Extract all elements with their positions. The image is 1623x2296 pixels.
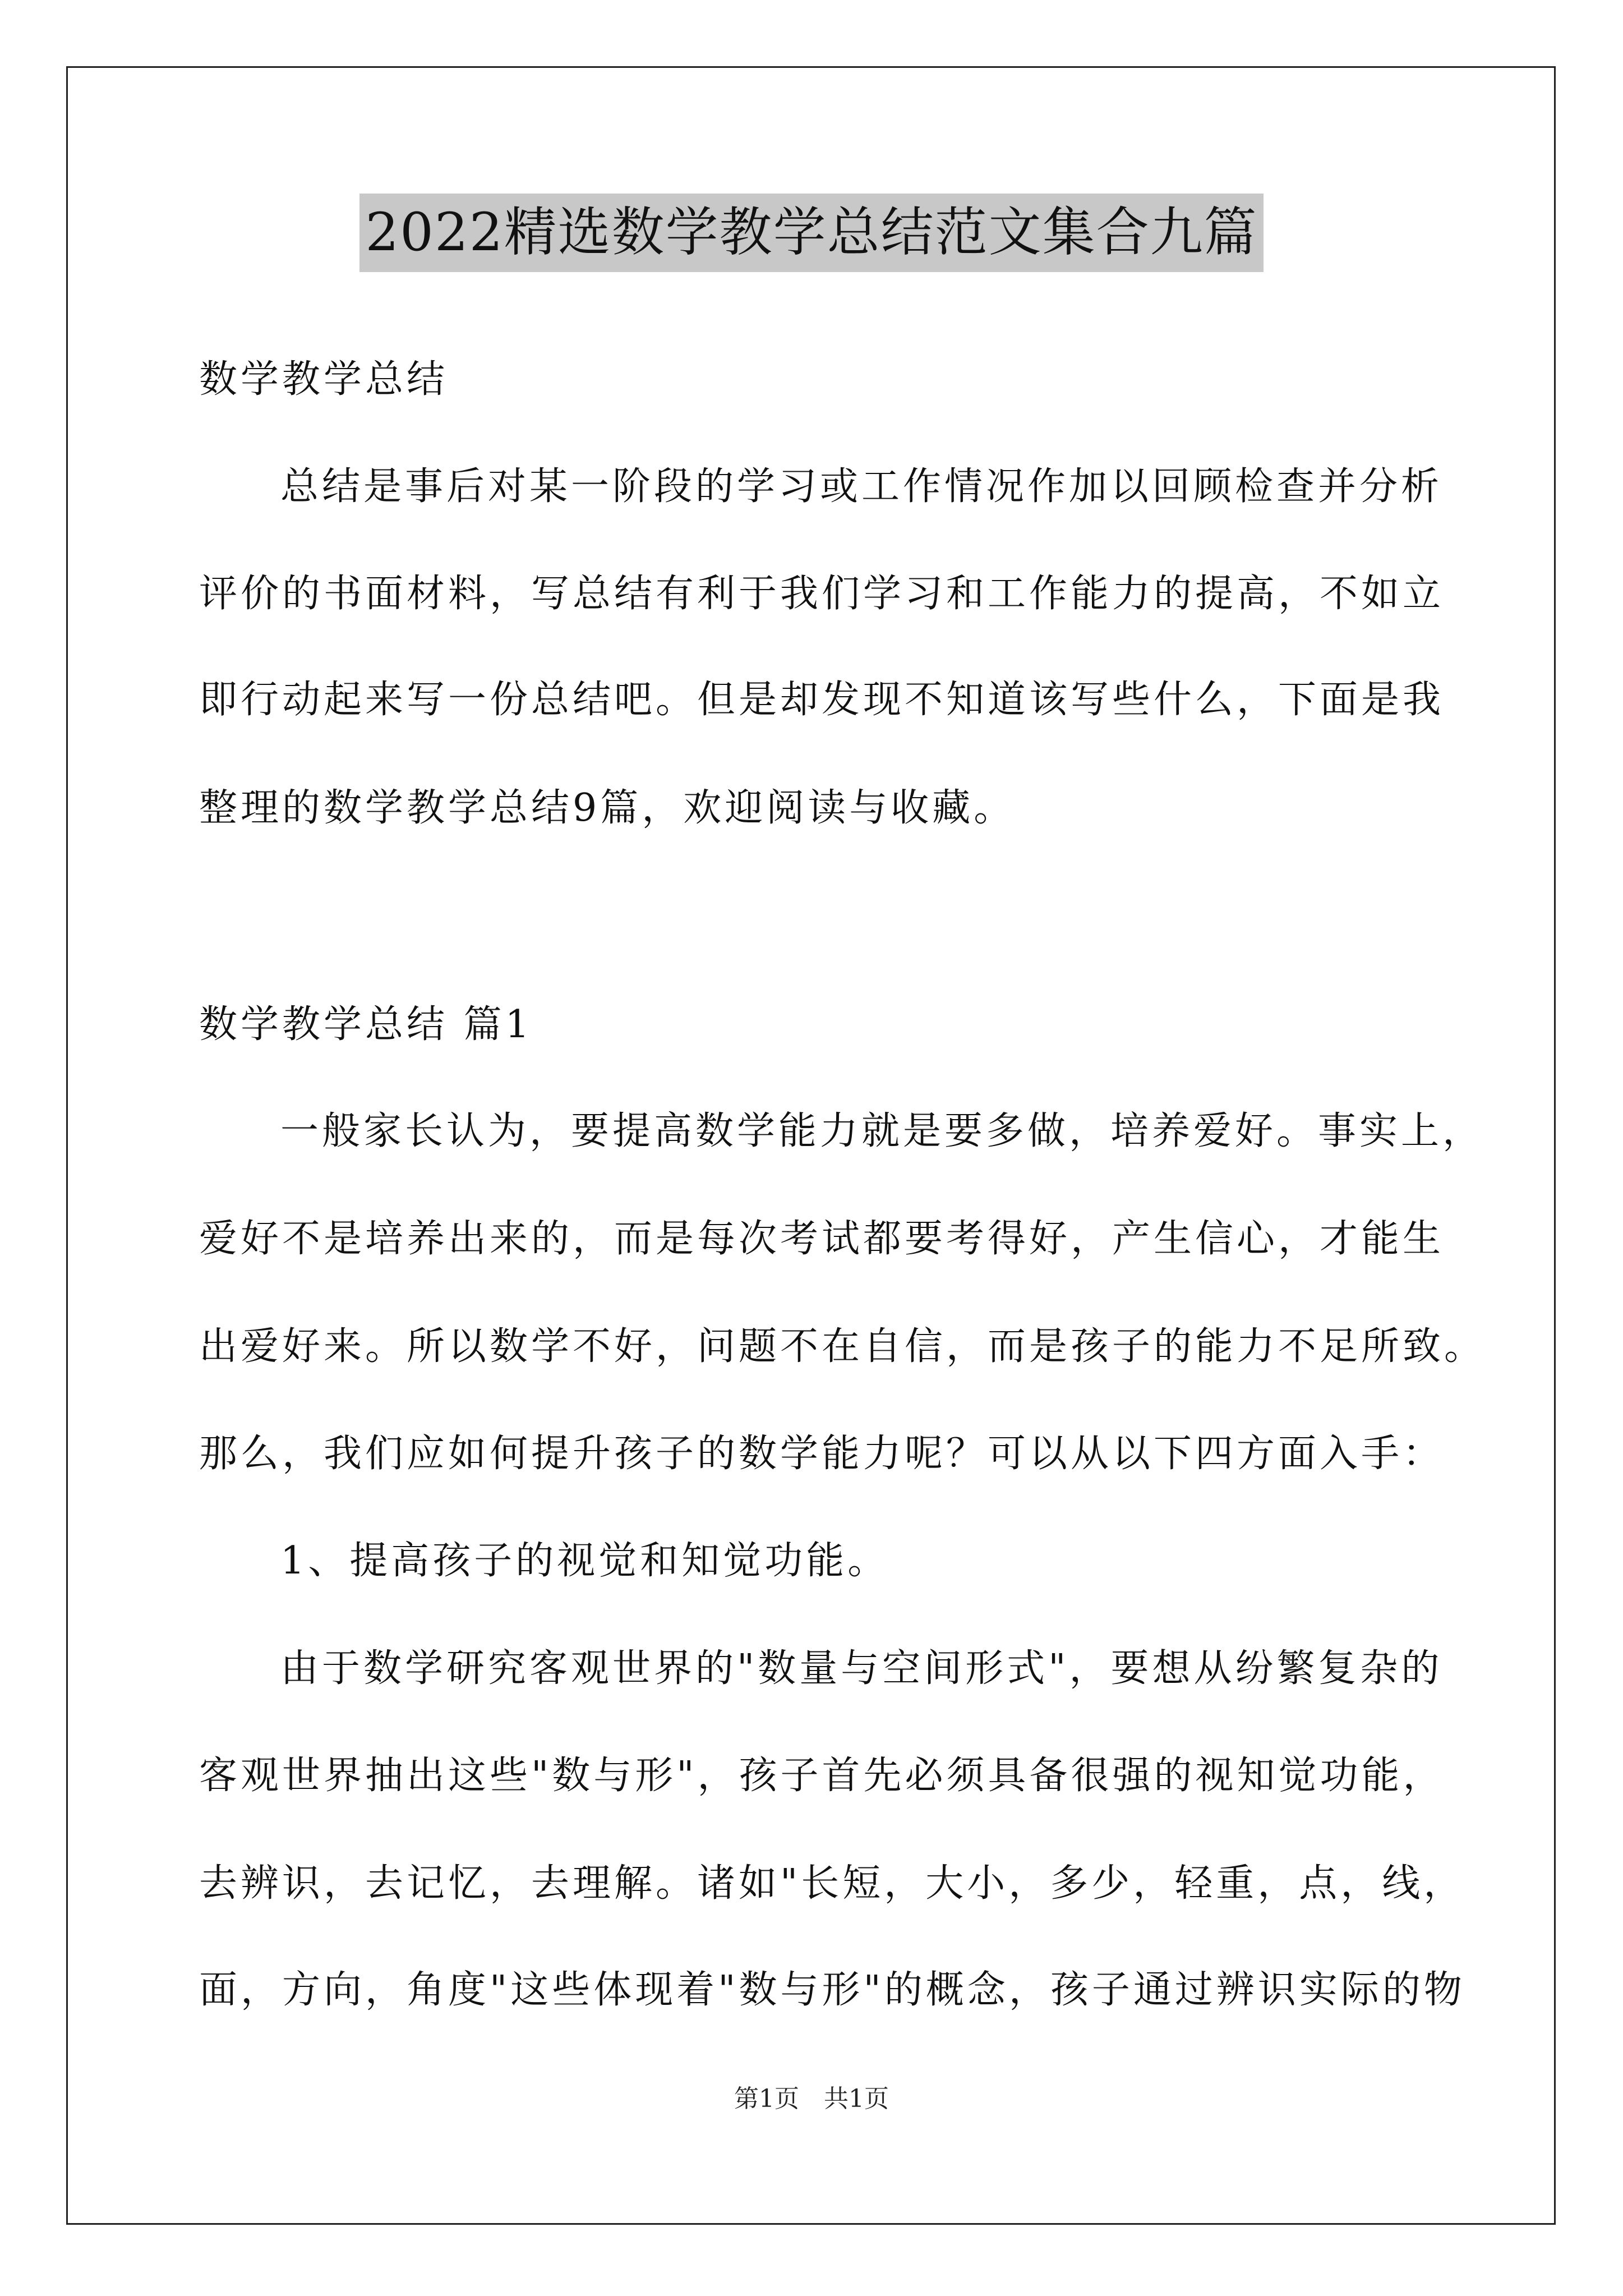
paragraph-line: 面，方向，角度"这些体现着"数与形"的概念，孩子通过辨识实际的物: [199, 1968, 1465, 2012]
title-block: [0, 194, 1623, 272]
paragraph-line: 由于数学研究客观世界的"数量与空间形式"，要想从纷繁复杂的: [280, 1646, 1443, 1691]
paragraph-line: 一般家长认为，要提高数学能力就是要多做，培养爱好。事实上，: [280, 1109, 1484, 1153]
paragraph-line: 客观世界抽出这些"数与形"，孩子首先必须具备很强的视知觉功能，: [199, 1754, 1445, 1798]
paragraph-line: 去辨识，去记忆，去理解。诸如"长短，大小，多少，轻重，点，线，: [199, 1861, 1465, 1906]
paragraph-line: 总结是事后对某一阶段的学习或工作情况作加以回顾检查并分析: [280, 464, 1443, 509]
paragraph-line: 爱好不是培养出来的，而是每次考试都要考得好，产生信心，才能生: [199, 1217, 1445, 1261]
paragraph-line: 即行动起来写一份总结吧。但是却发现不知道该写些什么，下面是我: [199, 678, 1445, 722]
page-number: 第1页 共1页: [734, 2085, 889, 2113]
document-title: 2022精选数学教学总结范文集合九篇: [359, 194, 1263, 272]
section-heading: 数学教学总结: [199, 357, 449, 402]
paragraph-line: 出爱好来。所以数学不好，问题不在自信，而是孩子的能力不足所致。: [199, 1324, 1486, 1369]
paragraph-line: 那么，我们应如何提升孩子的数学能力呢？可以从以下四方面入手：: [199, 1432, 1445, 1476]
list-item: 1、提高孩子的视觉和知觉功能。: [280, 1539, 889, 1583]
paragraph-line: 评价的书面材料，写总结有利于我们学习和工作能力的提高，不如立: [199, 572, 1445, 616]
paragraph-line: 整理的数学教学总结9篇，欢迎阅读与收藏。: [199, 786, 1016, 830]
page-footer: [0, 2082, 1623, 2116]
section-heading: 数学教学总结 篇1: [199, 1002, 533, 1047]
